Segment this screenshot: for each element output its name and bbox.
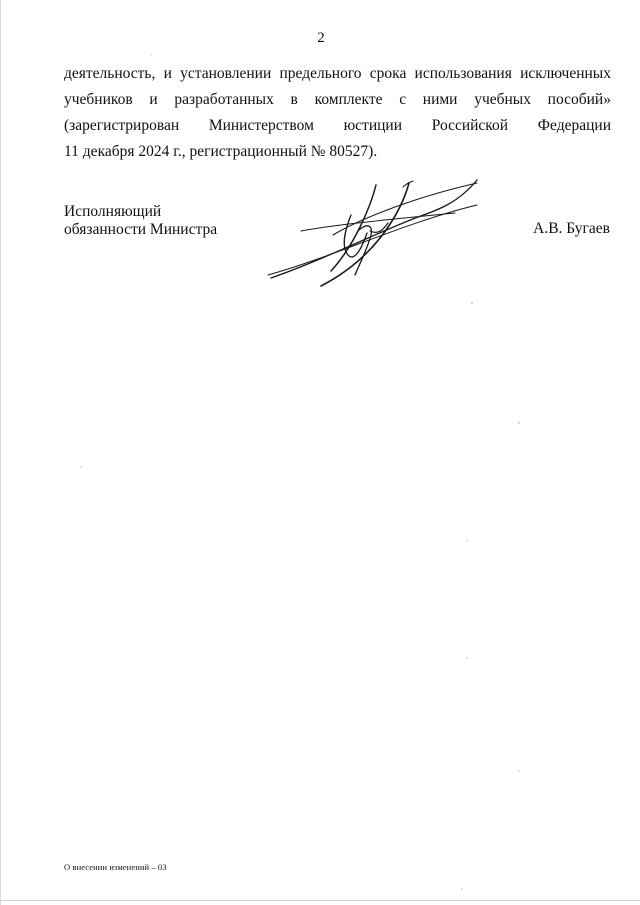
word: деятельность, bbox=[64, 65, 156, 82]
body-line-1 bbox=[64, 61, 611, 87]
handwritten-signature bbox=[263, 175, 488, 290]
signatory-name: А.В. Бугаев bbox=[533, 220, 610, 237]
word: в bbox=[290, 91, 298, 108]
word: разработанных bbox=[174, 91, 274, 108]
word: Российской bbox=[431, 117, 509, 134]
word: срока bbox=[369, 65, 407, 82]
word: установлении bbox=[180, 65, 272, 82]
word: и bbox=[163, 65, 172, 82]
word: с bbox=[399, 91, 407, 108]
body-line-3 bbox=[64, 113, 611, 139]
word: ними bbox=[422, 91, 458, 108]
word: комплекте bbox=[314, 91, 383, 108]
signatory-title-line-2: обязанности Министра bbox=[64, 221, 218, 238]
word: (зарегистрирован bbox=[64, 117, 180, 134]
word: пособий» bbox=[547, 91, 611, 108]
footer-note: О внесении изменений – 03 bbox=[64, 862, 167, 872]
word: и bbox=[149, 91, 158, 108]
word: предельного bbox=[279, 65, 362, 82]
signatory-title-line-1: Исполняющий bbox=[64, 203, 162, 220]
word: юстиции bbox=[343, 117, 403, 134]
body-text bbox=[64, 61, 611, 165]
word: Министерством bbox=[208, 117, 314, 134]
word: исключенных bbox=[520, 65, 611, 82]
word: использования bbox=[414, 65, 512, 82]
word: учебных bbox=[474, 91, 531, 108]
word: учебников bbox=[64, 91, 133, 108]
body-line-2 bbox=[64, 87, 611, 113]
body-line-4: 11 декабря 2024 г., регистрационный № 80527). bbox=[64, 143, 378, 160]
word: Федерации bbox=[537, 117, 611, 134]
signatory-title bbox=[64, 203, 217, 239]
page-number: 2 bbox=[317, 30, 325, 46]
